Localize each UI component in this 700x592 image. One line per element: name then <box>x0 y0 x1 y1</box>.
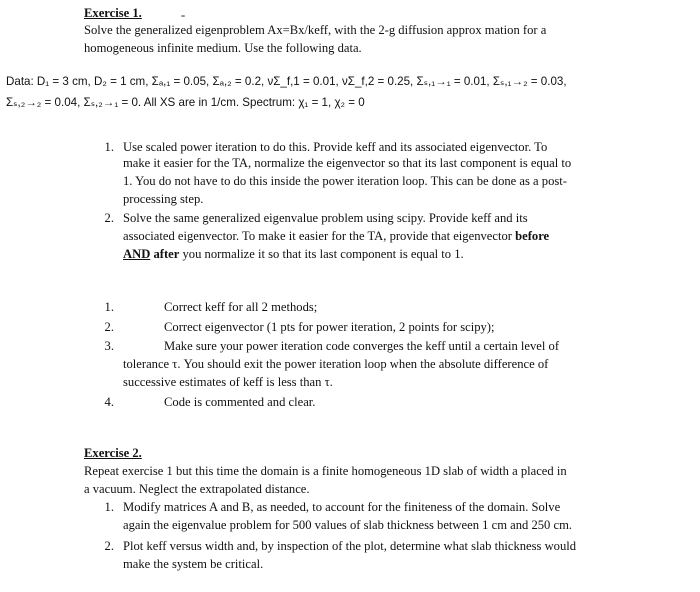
grading2-text: Correct eigenvector (1 pts for power iteration, 2 points for scipy); <box>164 320 495 334</box>
grading1-text: Correct keff for all 2 methods; <box>164 300 318 314</box>
question2-line1: Solve the same generalized eigenvalue problem using scipy. Provide keff and its <box>123 211 528 225</box>
question2-number: 2. <box>104 211 114 225</box>
exercise2-intro-line2: a vacuum. Neglect the extrapolated distance. <box>84 482 310 496</box>
exercise1-title: Exercise 1. <box>84 6 142 20</box>
data-line2: Σₛ,₂→₂ = 0.04, Σₛ,₂→₁ = 0. All XS are in 1/cm. Spectrum: χ₁ = 1, χ₂ = 0 <box>6 96 365 109</box>
emphasis-before: before <box>515 229 550 243</box>
ex2-question1-line1: Modify matrices A and B, as needed, to account for the finiteness of the domain. Solve <box>123 500 561 514</box>
data-line1: Data: D₁ = 3 cm, D₂ = 1 cm, Σₐ,₁ = 0.05, Σₐ,₂ = 0.2, νΣ_f,1 = 0.01, νΣ_f,2 = 0.25, Σₛ,₁→₁ = 0.01, Σₛ,₁→₂ = 0.03, <box>6 75 567 88</box>
grading4-number: 4. <box>104 395 114 409</box>
question2-line2 <box>123 229 549 244</box>
grading4-text: Code is commented and clear. <box>164 395 316 409</box>
exercise2-title: Exercise 2. <box>84 446 142 460</box>
question1-line3: 1. You do not have to do this inside the power iteration loop. This can be done as a post- <box>123 174 567 188</box>
question1-line1: Use scaled power iteration to do this. Provide keff and its associated eigenvector. To <box>123 140 548 154</box>
ex2-question2-line1: Plot keff versus width and, by inspection of the plot, determine what slab thickness would <box>123 539 577 553</box>
grading1-number: 1. <box>104 300 114 314</box>
grading3-line2: tolerance τ. You should exit the power iteration loop when the absolute difference of <box>123 357 549 371</box>
ex2-question2-number: 2. <box>104 539 114 553</box>
question1-line4: processing step. <box>123 192 204 206</box>
grading3-line1: Make sure your power iteration code converges the keff until a certain level of <box>164 339 560 353</box>
grading3-number: 3. <box>104 339 114 353</box>
stray-mark: - <box>181 8 186 22</box>
exercise1-intro-line1: Solve the generalized eigenproblem Ax=Bx/keff, with the 2-g diffusion approx mation for a <box>84 23 547 37</box>
question1-line2: make it easier for the TA, normalize the eigenvector so that its last component is equal to <box>123 156 572 170</box>
question1-number: 1. <box>104 140 114 154</box>
emphasis-and: AND <box>123 247 151 261</box>
ex2-question1-line2: again the eigenvalue problem for 500 values of slab thickness between 1 cm and 250 cm. <box>123 518 573 532</box>
ex2-question2-line2: make the system be critical. <box>123 557 264 571</box>
emphasis-after: after <box>153 247 180 261</box>
question2-line3 <box>123 247 464 262</box>
question2-line3-text: you normalize it so that its last component is equal to 1. <box>179 247 464 261</box>
exercise1-intro-line2: homogeneous infinite medium. Use the following data. <box>84 41 362 55</box>
question2-line2-text: associated eigenvector. To make it easier for the TA, provide that eigenvector <box>123 229 516 243</box>
grading3-line3: successive estimates of keff is less than τ. <box>123 375 333 389</box>
grading2-number: 2. <box>104 320 114 334</box>
exercise2-intro-line1: Repeat exercise 1 but this time the domain is a finite homogeneous 1D slab of width a placed in <box>84 464 567 478</box>
ex2-question1-number: 1. <box>104 500 114 514</box>
